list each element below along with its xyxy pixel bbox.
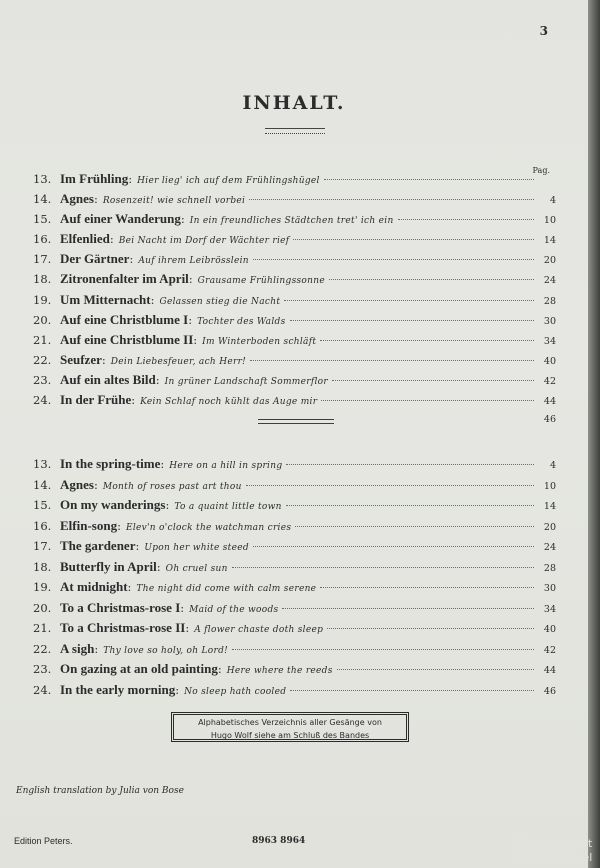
page-ref: 30	[543, 583, 556, 594]
first-line: Grausame Frühlingssonne	[197, 276, 325, 287]
leader-dots	[246, 485, 534, 486]
first-line: Thy love so holy, oh Lord!	[103, 645, 229, 656]
entry-number: 21.	[33, 332, 52, 347]
toc-row	[33, 476, 556, 497]
title-separator: :	[117, 518, 121, 533]
entry-number: 15.	[33, 498, 52, 512]
leader-dots	[232, 567, 534, 568]
entry-number: 24.	[33, 682, 52, 697]
first-line: Tochter des Walds	[197, 316, 286, 327]
title-separator: :	[180, 600, 185, 615]
song-title: In der Frühe	[60, 392, 132, 408]
entry-number: 20.	[33, 600, 52, 615]
leader-dots	[293, 239, 534, 240]
index-note-line1: Alphabetisches Verzeichnis aller Gesänge von	[198, 718, 382, 727]
page-ref: 42	[543, 644, 556, 656]
entry-number: 20.	[33, 312, 52, 327]
song-title: Der Gärtner	[60, 251, 130, 267]
song-title: Auf eine Christblume I	[60, 311, 189, 327]
page-ref: 46	[543, 414, 556, 426]
entry-number: 21.	[33, 621, 52, 635]
page-ref: 44	[543, 396, 556, 408]
first-line: Here on a hill in spring	[169, 461, 283, 471]
leader-dots	[327, 628, 534, 629]
toc-row	[33, 190, 556, 210]
title-separator: :	[217, 662, 222, 676]
page-ref: 14	[543, 501, 556, 512]
page-ref: 4	[549, 460, 556, 471]
toc-row	[33, 537, 556, 558]
page-ref: 30	[543, 315, 556, 327]
leader-dots	[253, 259, 534, 260]
first-line: Elev'n o'clock the watchman cries	[125, 522, 292, 533]
first-line: Gelassen stieg die Nacht	[159, 296, 281, 307]
leader-dots	[332, 380, 534, 381]
title-separator: :	[135, 539, 140, 553]
title-separator: :	[128, 172, 133, 186]
song-title: On my wanderings	[60, 497, 166, 512]
entry-number: 19.	[33, 292, 52, 307]
first-line: Kein Schlaf noch kühlt das Auge mir	[140, 397, 318, 408]
stamp-line2: buecherstapel	[513, 851, 593, 864]
title-separator: :	[188, 312, 193, 327]
song-title: Elfenlied	[60, 231, 110, 247]
title-separator: :	[156, 559, 161, 574]
title-separator: :	[93, 477, 98, 492]
page-ref: 44	[543, 665, 556, 676]
toc-row	[33, 371, 556, 391]
entry-number: 16.	[33, 232, 52, 247]
english-contents	[33, 455, 556, 701]
first-line: Month of roses past art thou	[102, 481, 242, 492]
leader-dots	[232, 649, 534, 650]
first-line: No sleep hath cooled	[184, 686, 287, 697]
song-title: Agnes	[60, 476, 94, 492]
leader-dots	[295, 526, 534, 527]
entry-number: 22.	[33, 641, 52, 656]
first-line: Im Winterboden schläft	[202, 336, 317, 347]
first-line: In grüner Landschaft Sommerflor	[164, 376, 328, 387]
stamp-line1: antiquariat	[531, 837, 593, 850]
title-separator: :	[155, 372, 160, 387]
entry-number: 24.	[33, 393, 52, 408]
leader-dots	[290, 690, 534, 691]
entry-number: 15.	[33, 212, 52, 227]
toc-row	[33, 681, 556, 702]
leader-dots	[320, 587, 534, 588]
pag-label: Pag.	[532, 166, 550, 175]
entry-number: 14.	[33, 477, 52, 492]
leader-dots	[282, 608, 534, 609]
plate-numbers: 8963 8964	[252, 836, 306, 846]
page-number: 3	[539, 24, 548, 38]
toc-row	[33, 558, 556, 579]
entry-number: 23.	[33, 372, 52, 387]
song-title: To a Christmas-rose II	[60, 620, 186, 635]
toc-row	[33, 619, 556, 640]
title-separator: :	[175, 682, 180, 697]
first-line: In ein freundliches Städtchen tret' ich ein	[189, 216, 394, 227]
song-title: In the early morning	[60, 681, 176, 697]
first-line: Rosenzeit! wie schnell vorbei	[102, 196, 246, 207]
title-flourish	[265, 128, 325, 134]
toc-row	[33, 351, 556, 371]
toc-row	[33, 210, 556, 230]
page-ref: 10	[543, 215, 556, 227]
title-separator: :	[185, 621, 190, 635]
first-line: Upon her white steed	[144, 543, 249, 553]
page-ref: 42	[543, 375, 556, 387]
toc-row	[33, 496, 556, 517]
song-title: Elfin-song	[60, 517, 118, 533]
title-separator: :	[150, 292, 155, 307]
toc-row	[33, 517, 556, 538]
toc-row	[33, 455, 556, 476]
first-line: The night did come with calm serene	[136, 584, 317, 594]
leader-dots	[324, 179, 534, 180]
title-separator: :	[101, 352, 106, 367]
first-line: Oh cruel sun	[165, 563, 228, 574]
first-line: To a quaint little town	[174, 502, 282, 512]
leader-dots	[249, 199, 534, 200]
song-title: Zitronenfalter im April	[60, 271, 189, 287]
song-title: Auf einer Wanderung	[60, 211, 181, 227]
title-separator: :	[160, 457, 165, 471]
song-title: In the spring-time	[60, 456, 161, 471]
leader-dots	[250, 360, 534, 361]
page-ref: 28	[543, 295, 556, 307]
toc-row	[33, 640, 556, 661]
page-ref: 10	[543, 480, 556, 492]
entry-number: 18.	[33, 559, 52, 574]
leader-dots	[253, 546, 534, 547]
song-title: Butterfly in April	[60, 558, 157, 574]
song-title: Auf ein altes Bild	[60, 371, 156, 387]
leader-dots	[329, 279, 534, 280]
toc-row	[33, 331, 556, 351]
leader-dots	[290, 320, 534, 321]
leader-dots	[320, 340, 534, 341]
song-title: At midnight	[60, 579, 128, 594]
first-line: Hier lieg' ich auf dem Frühlingshügel	[137, 176, 320, 186]
entry-number: 14.	[33, 192, 52, 207]
song-title: To a Christmas-rose I	[60, 599, 181, 615]
page-ref: 40	[543, 624, 556, 635]
first-line: Maid of the woods	[189, 604, 279, 615]
first-line: Bei Nacht im Dorf der Wächter rief	[118, 236, 290, 247]
page-ref: 14	[543, 235, 556, 247]
title-separator: :	[180, 212, 185, 227]
first-line: Dein Liebesfeuer, ach Herr!	[110, 356, 247, 367]
title-separator: :	[188, 272, 193, 287]
toc-row	[33, 599, 556, 620]
song-title: Auf eine Christblume II	[60, 331, 194, 347]
first-line: A flower chaste doth sleep	[194, 625, 324, 635]
entry-number: 13.	[33, 172, 52, 186]
index-note-box	[171, 712, 409, 742]
index-note-line2: Hugo Wolf siehe am Schluß des Bandes	[210, 731, 370, 740]
title-separator: :	[109, 232, 114, 247]
page-ref: 24	[543, 542, 556, 553]
page-ref: 24	[543, 275, 556, 287]
entry-number: 23.	[33, 662, 52, 676]
toc-row	[33, 291, 556, 311]
title-separator: :	[193, 332, 198, 347]
title-separator: :	[127, 580, 132, 594]
entry-number: 19.	[33, 580, 52, 594]
page-title: INHALT.	[242, 92, 346, 114]
page-ref: 4	[549, 195, 556, 207]
entry-number: 16.	[33, 518, 52, 533]
title-separator: :	[131, 393, 136, 408]
title-separator: :	[93, 192, 98, 207]
toc-row	[33, 311, 556, 331]
translation-credit: English translation by Julia von Bose	[16, 786, 184, 796]
page-ref: 20	[543, 521, 556, 533]
toc-row	[33, 250, 556, 270]
seller-watermark	[509, 836, 597, 864]
toc-row	[33, 660, 556, 681]
page-ref: 40	[543, 355, 556, 367]
first-line: Auf ihrem Leibrösslein	[138, 256, 249, 267]
edition-label: Edition Peters.	[14, 836, 73, 846]
toc-row	[33, 230, 556, 250]
page-ref: 34	[543, 603, 556, 615]
title-separator: :	[165, 498, 170, 512]
page-ref: 46	[543, 685, 556, 697]
leader-dots	[286, 464, 534, 465]
bookstore-logo-icon: a	[514, 836, 530, 852]
leader-dots	[286, 505, 534, 506]
title-separator: :	[129, 252, 134, 267]
leader-dots	[284, 300, 534, 301]
song-title: The gardener	[60, 538, 136, 553]
leader-dots	[398, 219, 534, 220]
entry-number: 22.	[33, 352, 52, 367]
song-title: Im Frühling	[60, 171, 129, 186]
book-edge	[588, 0, 600, 868]
toc-row	[33, 270, 556, 290]
toc-row	[33, 170, 556, 190]
entry-number: 17.	[33, 252, 52, 267]
page-ref: 34	[543, 335, 556, 347]
song-title: Seufzer	[60, 351, 102, 367]
toc-row	[33, 391, 556, 411]
song-title: Um Mitternacht	[60, 291, 151, 307]
entry-number: 18.	[33, 272, 52, 287]
song-title: A sigh	[60, 640, 95, 656]
leader-dots	[337, 669, 534, 670]
toc-row	[33, 578, 556, 599]
title-separator: :	[94, 641, 99, 656]
leader-dots	[321, 400, 534, 401]
page-ref: 28	[543, 562, 556, 574]
section-divider	[258, 419, 334, 424]
song-title: On gazing at an old painting	[60, 661, 218, 676]
entry-number: 13.	[33, 457, 52, 471]
song-title: Agnes	[60, 191, 94, 207]
first-line: Here where the reeds	[226, 666, 333, 676]
german-contents	[33, 170, 556, 429]
entry-number: 17.	[33, 539, 52, 553]
page-ref: 20	[543, 255, 556, 267]
